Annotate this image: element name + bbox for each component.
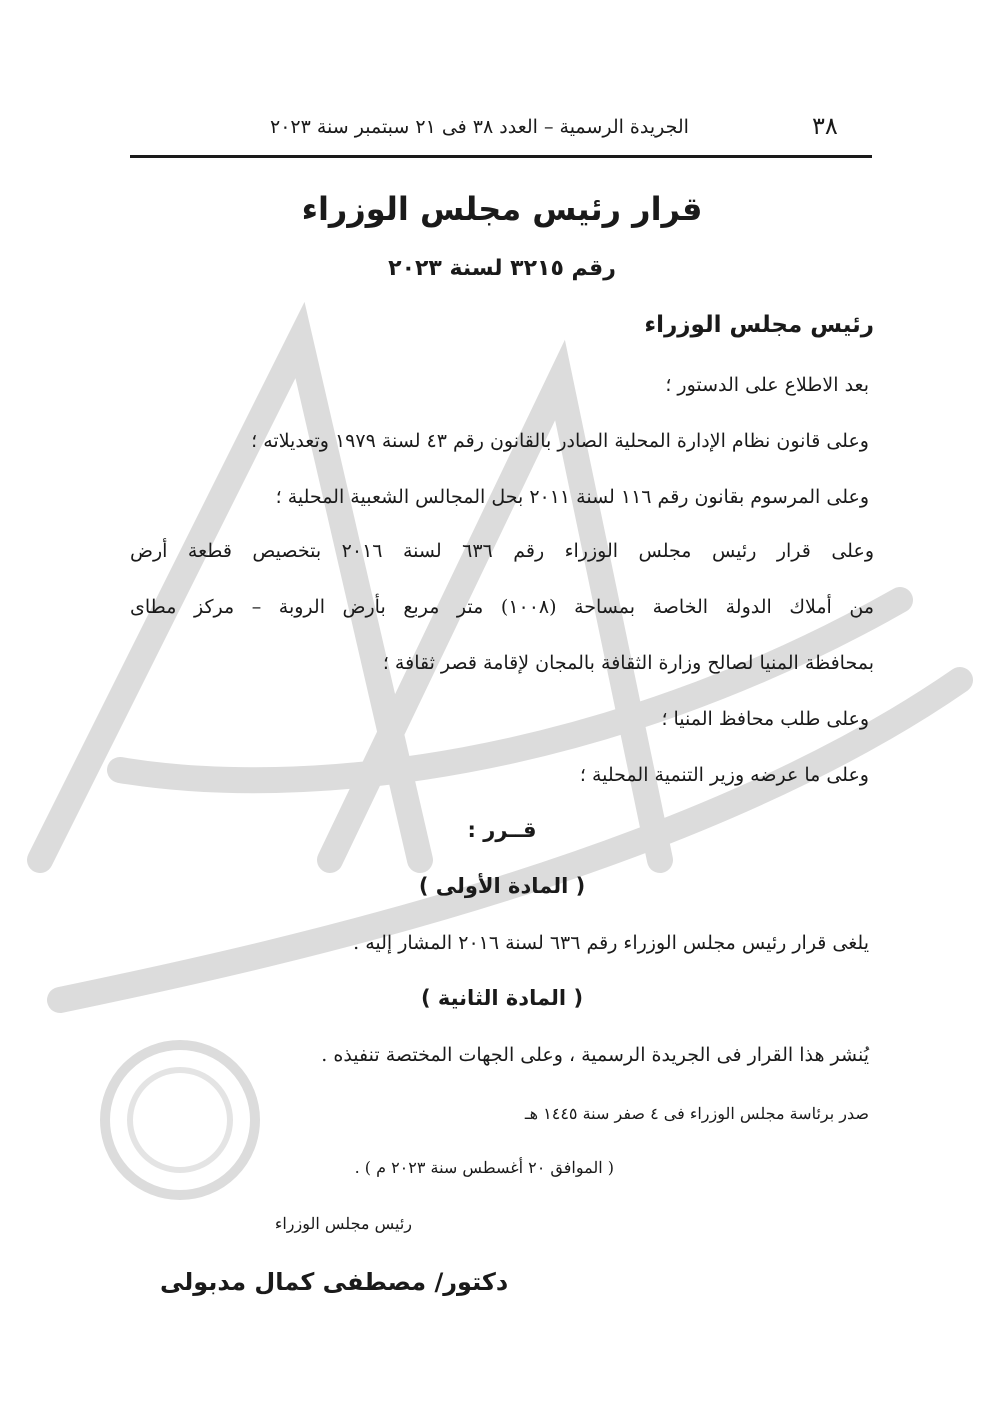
article-1-heading: ( المادة الأولى ) (418, 874, 586, 898)
decree-title: قرار رئيس مجلس الوزراء (301, 190, 703, 228)
issued-corresponding-date: ( الموافق ٢٠ أغسطس سنة ٢٠٢٣ م ) . (354, 1158, 614, 1177)
preamble-line: وعلى ما عرضه وزير التنمية المحلية ؛ (579, 764, 869, 786)
page-number: ٣٨ (812, 112, 838, 140)
article-2-text: يُنشر هذا القرار فى الجريدة الرسمية ، وعلى الجهات المختصة تنفيذه . (321, 1044, 869, 1066)
article-1-text: يلغى قرار رئيس مجلس الوزراء رقم ٦٣٦ لسنة ٢٠١٦ المشار إليه . (353, 932, 869, 954)
preamble-line: بمحافظة المنيا لصالح وزارة الثقافة بالمجان لإقامة قصر ثقافة ؛ (382, 652, 874, 674)
preamble-line: من أملاك الدولة الخاصة بمساحة (١٠٠٨) متر مربع بأرض الروبة – مركز مطاى (130, 596, 875, 618)
preamble-line: وعلى المرسوم بقانون رقم ١١٦ لسنة ٢٠١١ بحل المجالس الشعبية المحلية ؛ (275, 486, 869, 508)
signatory-name: دكتور/ مصطفى كمال مدبولى (160, 1268, 509, 1296)
gazette-header-line: الجريدة الرسمية – العدد ٣٨ فى ٢١ سبتمبر سنة ٢٠٢٣ (270, 116, 689, 138)
decided-label: قــرر : (467, 818, 537, 842)
preamble-line: وعلى طلب محافظ المنيا ؛ (661, 708, 869, 730)
issuer-heading: رئيس مجلس الوزراء (644, 312, 874, 338)
preamble-line: وعلى قانون نظام الإدارة المحلية الصادر بالقانون رقم ٤٣ لسنة ١٩٧٩ وتعديلاته ؛ (251, 430, 869, 452)
decree-number: رقم ٣٢١٥ لسنة ٢٠٢٣ (388, 256, 616, 281)
signatory-title: رئيس مجلس الوزراء (274, 1214, 412, 1233)
preamble-line: بعد الاطلاع على الدستور ؛ (665, 374, 869, 396)
header-divider (130, 155, 872, 158)
article-2-heading: ( المادة الثانية ) (420, 986, 584, 1010)
preamble-line: وعلى قرار رئيس مجلس الوزراء رقم ٦٣٦ لسنة ٢٠١٦ بتخصيص قطعة أرض (130, 540, 874, 562)
issued-line: صدر برئاسة مجلس الوزراء فى ٤ صفر سنة ١٤٤٥ هـ (524, 1104, 869, 1123)
